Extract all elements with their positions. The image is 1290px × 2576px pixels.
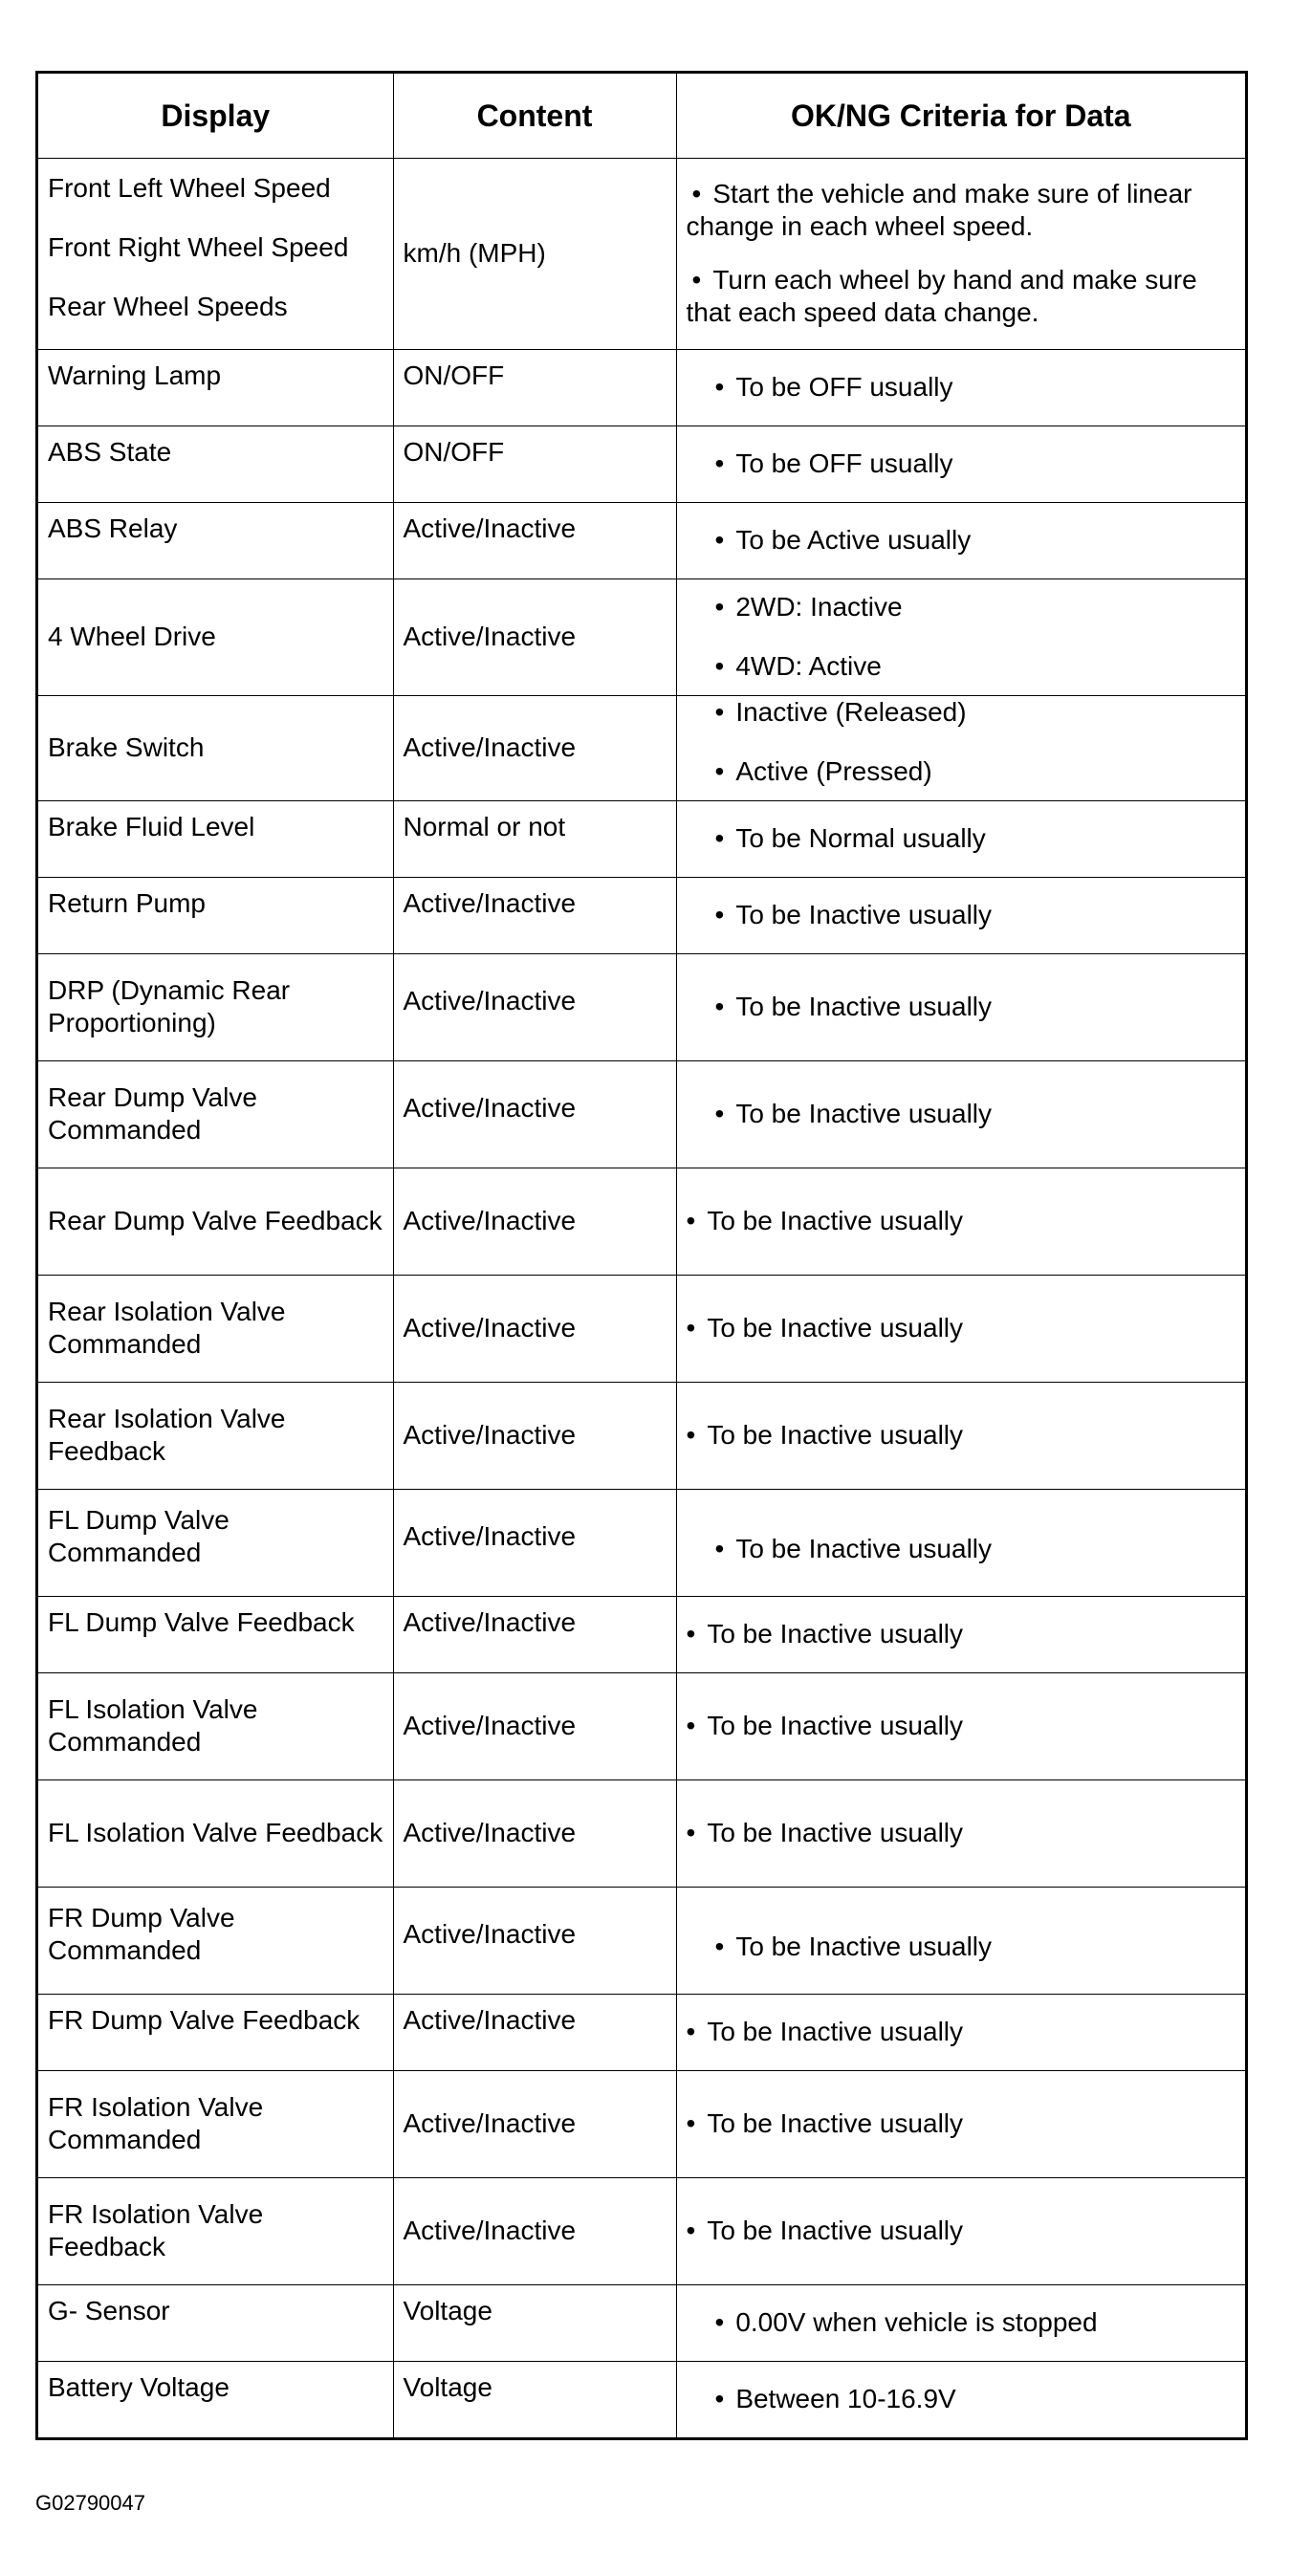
- table-row: [38, 1382, 1245, 1489]
- table-row: [38, 877, 1245, 953]
- display-line: Front Right Wheel Speed: [48, 231, 349, 262]
- content-cell: Active/Inactive: [393, 1887, 676, 1994]
- criteria-cell: [676, 1168, 1245, 1275]
- content-cell: Active/Inactive: [393, 2070, 676, 2177]
- table-row: [38, 158, 1245, 349]
- content-cell: Active/Inactive: [393, 579, 676, 695]
- display-line: Rear Wheel Speeds: [48, 291, 288, 321]
- display-cell: Warning Lamp: [38, 349, 393, 426]
- display-cell: FR Dump Valve Commanded: [38, 1887, 393, 1994]
- criteria-text: To be Inactive usually: [707, 1313, 964, 1343]
- criteria-text: Between 10-16.9V: [735, 2384, 956, 2414]
- criteria-text: To be Inactive usually: [707, 2017, 964, 2046]
- table-row: [38, 953, 1245, 1060]
- criteria-text: To be Normal usually: [735, 823, 986, 853]
- content-cell: Voltage: [393, 2361, 676, 2437]
- content-cell: Voltage: [393, 2284, 676, 2361]
- table-row: [38, 349, 1245, 426]
- display-cell: 4 Wheel Drive: [38, 579, 393, 695]
- criteria-cell: [676, 2177, 1245, 2284]
- criteria-cell: [676, 1779, 1245, 1887]
- content-cell: Active/Inactive: [393, 953, 676, 1060]
- table-row: [38, 579, 1245, 695]
- content-cell: Active/Inactive: [393, 1779, 676, 1887]
- display-cell: FL Isolation Valve Commanded: [38, 1672, 393, 1779]
- content-cell: ON/OFF: [393, 426, 676, 502]
- display-cell: Battery Voltage: [38, 2361, 393, 2437]
- criteria-text: To be Inactive usually: [707, 1818, 964, 1847]
- content-cell: Active/Inactive: [393, 695, 676, 800]
- criteria-item: • Active (Pressed): [715, 755, 1236, 788]
- table-row: [38, 1887, 1245, 1994]
- display-cell: DRP (Dynamic Rear Proportioning): [38, 953, 393, 1060]
- table-row: [38, 800, 1245, 877]
- criteria-cell: [676, 502, 1245, 579]
- criteria-cell: [676, 1672, 1245, 1779]
- table-row: [38, 695, 1245, 800]
- criteria-text: To be Inactive usually: [735, 1932, 993, 1961]
- criteria-cell: [676, 2284, 1245, 2361]
- table-row: [38, 1489, 1245, 1596]
- content-cell: Active/Inactive: [393, 1382, 676, 1489]
- display-cell: FL Dump Valve Feedback: [38, 1596, 393, 1672]
- table-row: [38, 2361, 1245, 2437]
- table-row: [38, 502, 1245, 579]
- criteria-text: To be Inactive usually: [735, 1099, 993, 1128]
- criteria-cell: [676, 579, 1245, 695]
- display-cell: FR Isolation Valve Feedback: [38, 2177, 393, 2284]
- display-cell: FL Isolation Valve Feedback: [38, 1779, 393, 1887]
- criteria-cell: [676, 426, 1245, 502]
- display-cell: FR Dump Valve Feedback: [38, 1994, 393, 2070]
- criteria-text: To be Inactive usually: [735, 1534, 993, 1563]
- content-cell: Active/Inactive: [393, 1168, 676, 1275]
- data-list-table: [38, 74, 1245, 2437]
- header-content: Content: [393, 74, 676, 158]
- content-cell: Normal or not: [393, 800, 676, 877]
- criteria-text: To be Inactive usually: [735, 900, 993, 929]
- data-table-frame: [35, 71, 1248, 2440]
- content-cell: [393, 158, 676, 349]
- display-cell: ABS Relay: [38, 502, 393, 579]
- display-cell: Return Pump: [38, 877, 393, 953]
- content-value: km/h (MPH): [403, 238, 546, 268]
- criteria-item: • Start the vehicle and make sure of linear change in each wheel speed.: [687, 178, 1236, 243]
- display-cell: Rear Isolation Valve Commanded: [38, 1275, 393, 1382]
- criteria-text: To be Inactive usually: [707, 2108, 964, 2138]
- criteria-cell: [676, 1060, 1245, 1168]
- content-cell: Active/Inactive: [393, 1596, 676, 1672]
- criteria-text: To be Inactive usually: [707, 1711, 964, 1740]
- criteria-text: 0.00V when vehicle is stopped: [735, 2307, 1098, 2337]
- content-cell: Active/Inactive: [393, 1994, 676, 2070]
- criteria-cell: [676, 1596, 1245, 1672]
- criteria-item: • 2WD: Inactive: [715, 591, 1236, 623]
- criteria-cell: [676, 1489, 1245, 1596]
- criteria-item: • 4WD: Active: [715, 650, 1236, 683]
- content-cell: Active/Inactive: [393, 502, 676, 579]
- criteria-cell: [676, 1887, 1245, 1994]
- criteria-cell: [676, 1275, 1245, 1382]
- content-cell: Active/Inactive: [393, 1672, 676, 1779]
- display-cell: Rear Dump Valve Feedback: [38, 1168, 393, 1275]
- content-cell: Active/Inactive: [393, 1060, 676, 1168]
- criteria-cell: [676, 158, 1245, 349]
- display-cell: Rear Isolation Valve Feedback: [38, 1382, 393, 1489]
- criteria-text: To be Inactive usually: [707, 2216, 964, 2245]
- table-row: [38, 1168, 1245, 1275]
- criteria-cell: [676, 1382, 1245, 1489]
- criteria-text: To be OFF usually: [735, 372, 953, 402]
- criteria-cell: [676, 2070, 1245, 2177]
- display-cell: Brake Fluid Level: [38, 800, 393, 877]
- criteria-text: To be OFF usually: [735, 448, 953, 478]
- criteria-cell: [676, 953, 1245, 1060]
- table-row: [38, 2177, 1245, 2284]
- display-cell: G- Sensor: [38, 2284, 393, 2361]
- criteria-cell: [676, 800, 1245, 877]
- content-cell: ON/OFF: [393, 349, 676, 426]
- display-cell: Rear Dump Valve Commanded: [38, 1060, 393, 1168]
- criteria-text: To be Inactive usually: [735, 992, 993, 1021]
- table-row: [38, 1779, 1245, 1887]
- criteria-text: To be Inactive usually: [707, 1206, 964, 1235]
- criteria-cell: [676, 877, 1245, 953]
- criteria-text: To be Active usually: [735, 525, 972, 555]
- table-row: [38, 1994, 1245, 2070]
- table-row: [38, 1275, 1245, 1382]
- criteria-item: • Inactive (Released): [715, 696, 1236, 729]
- header-display: Display: [38, 74, 393, 158]
- table-row: [38, 1596, 1245, 1672]
- display-cell: FR Isolation Valve Commanded: [38, 2070, 393, 2177]
- criteria-text: To be Inactive usually: [707, 1420, 964, 1450]
- criteria-cell: [676, 349, 1245, 426]
- criteria-cell: [676, 1994, 1245, 2070]
- display-cell: [38, 158, 393, 349]
- criteria-text: To be Inactive usually: [707, 1619, 964, 1648]
- table-row: [38, 1672, 1245, 1779]
- table-row: [38, 426, 1245, 502]
- criteria-item: • Turn each wheel by hand and make sure that each speed data change.: [687, 264, 1236, 329]
- display-cell: Brake Switch: [38, 695, 393, 800]
- header-criteria: OK/NG Criteria for Data: [676, 74, 1245, 158]
- table-row: [38, 1060, 1245, 1168]
- header-row: [38, 74, 1245, 158]
- table-row: [38, 2070, 1245, 2177]
- content-cell: Active/Inactive: [393, 1275, 676, 1382]
- criteria-cell: [676, 695, 1245, 800]
- criteria-cell: [676, 2361, 1245, 2437]
- content-cell: Active/Inactive: [393, 1489, 676, 1596]
- figure-id: G02790047: [35, 2491, 145, 2515]
- table-row: [38, 2284, 1245, 2361]
- display-cell: ABS State: [38, 426, 393, 502]
- display-line: Front Left Wheel Speed: [48, 172, 331, 203]
- content-cell: Active/Inactive: [393, 2177, 676, 2284]
- display-cell: FL Dump Valve Commanded: [38, 1489, 393, 1596]
- content-cell: Active/Inactive: [393, 877, 676, 953]
